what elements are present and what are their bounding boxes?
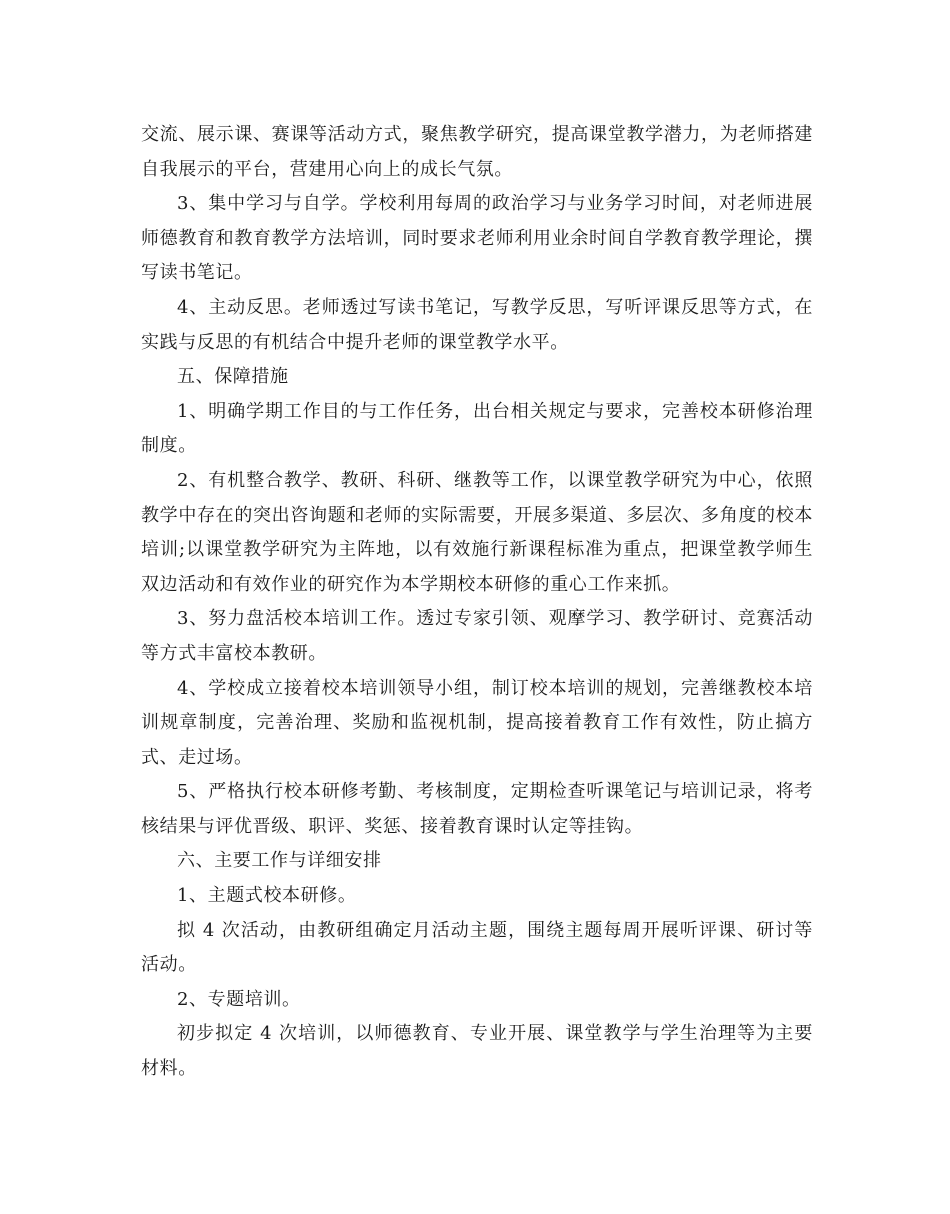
paragraph-work-1-body: 拟 4 次活动，由教研组确定月活动主题，围绕主题每周开展听评课、研讨等活动。 [141, 919, 813, 976]
paragraph-guarantee-1: 1、明确学期工作目的与工作任务，出台相关规定与要求，完善校本研修治理制度。 [141, 400, 813, 457]
paragraph-guarantee-3: 3、努力盘活校本培训工作。透过专家引领、观摩学习、教学研讨、竞赛活动等方式丰富校本教研。 [141, 608, 813, 664]
paragraph-continuation: 交流、展示课、赛课等活动方式，聚焦教学研究，提高课堂教学潜力，为老师搭建自我展示的平台，营建用心向上的成长气氛。 [141, 124, 813, 180]
paragraph-item-4-reflection: 4、主动反思。老师透过写读书笔记，写教学反思，写听评课反思等方式，在实践与反思的有机结合中提升老师的课堂教学水平。 [141, 296, 813, 353]
section-heading-6: 六、主要工作与详细安排 [177, 850, 382, 872]
paragraph-item-3-study: 3、集中学习与自学。学校利用每周的政治学习与业务学习时间，对老师进展师德教育和教育教学方法培训，同时要求老师利用业余时间自学教育教学理论，撰写读书笔记。 [141, 193, 813, 284]
section-heading-5: 五、保障措施 [177, 366, 289, 388]
document-body [141, 118, 813, 1087]
paragraph-work-1-title: 1、主题式校本研修。 [177, 885, 357, 907]
paragraph-work-2-body: 初步拟定 4 次培训，以师德教育、专业开展、课堂教学与学生治理等为主要材料。 [141, 1023, 813, 1080]
paragraph-guarantee-2: 2、有机整合教学、教研、科研、继教等工作，以课堂教学研究为中心，依照教学中存在的突出咨询题和老师的实际需要，开展多渠道、多层次、多角度的校本培训;以课堂教学研究为主阵地，以有效施行新课程标准为重点，把课堂教学师生双边活动和有效作业的研究作为本学期校本研修的重心工作来抓。 [141, 469, 813, 595]
paragraph-work-2-title: 2、专题培训。 [177, 988, 301, 1010]
paragraph-guarantee-4: 4、学校成立接着校本培训领导小组，制订校本培训的规划，完善继教校本培训规章制度，完善治理、奖励和监视机制，提高接着教育工作有效性，防止搞方式、走过场。 [141, 677, 813, 768]
paragraph-guarantee-5: 5、严格执行校本研修考勤、考核制度，定期检查听课笔记与培训记录，将考核结果与评优晋级、职评、奖惩、接着教育课时认定等挂钩。 [141, 781, 813, 837]
